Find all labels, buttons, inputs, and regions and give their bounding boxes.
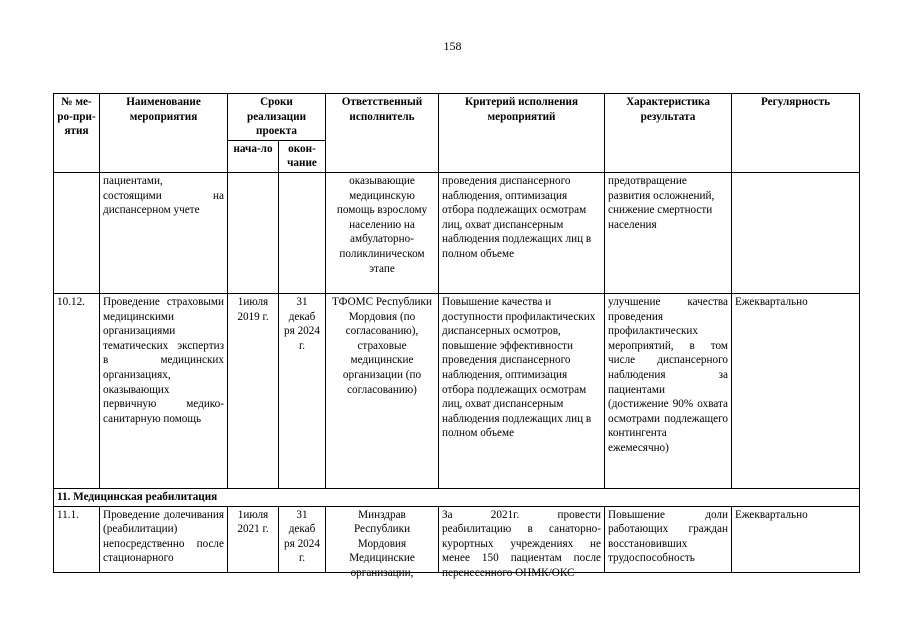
cell-regularity-text: Ежеквартально <box>735 508 808 521</box>
header-end: окон-чание <box>279 140 326 172</box>
cell-criterion: проведения диспансерного наблюдения, оптимизация отбора подлежащих осмотрам лиц, охват диспансерным наблюдения подлежащих лиц в полном объеме <box>439 172 605 293</box>
cell-characteristic <box>605 506 732 572</box>
header-name: Наименование мероприятия <box>100 94 228 173</box>
header-responsible: Ответственный исполнитель <box>326 94 439 173</box>
cell-start <box>228 506 279 572</box>
cell-end-text: 31 декаб ря 2024 г. <box>284 508 320 565</box>
header-characteristic: Характеристика результата <box>605 94 732 173</box>
cell-responsible: ТФОМС Республики Мордовия (по согласованию), страховые медицинские организации (по согласованию) <box>326 293 439 488</box>
section-title: 11. Медицинская реабилитация <box>54 488 860 506</box>
measures-table <box>53 93 860 579</box>
cell-name-text: Проведение долечивания (реабилитации) непосредственно после стационарного <box>103 508 224 565</box>
cell-responsible <box>326 506 439 579</box>
cell-end <box>279 172 326 293</box>
header-num: № ме-ро-при-ятия <box>54 94 100 173</box>
cell-name: пациентами, состоящими на диспансерном учете <box>100 172 228 293</box>
cell-responsible-text: Минздрав Республики Мордовия Медицинские организации, <box>349 508 415 579</box>
cell-num <box>54 172 100 293</box>
table-row <box>54 172 860 293</box>
cell-end <box>279 506 326 572</box>
cell-end: 31 декаб ря 2024 г. <box>279 293 326 488</box>
cell-regularity: Ежеквартально <box>732 293 860 488</box>
cell-criterion-text: За 2021г. провести реабилитацию в санаторно-курортных учреждениях не менее 150 пациентам после перенесенного ОНМК/ОКС <box>442 508 601 579</box>
header-criterion: Критерий исполнения мероприятий <box>439 94 605 173</box>
cell-start-text: 1июля 2021 г. <box>237 508 269 536</box>
cell-start <box>228 172 279 293</box>
table-row <box>54 293 860 488</box>
header-start: нача-ло <box>228 140 279 172</box>
cell-regularity <box>732 172 860 293</box>
cell-responsible: оказывающие медицинскую помощь взрослому населению на амбулаторно-поликлиническом этапе <box>326 172 439 293</box>
header-regularity: Регулярность <box>732 94 860 173</box>
cell-characteristic: улучшение качества проведения профилактических мероприятий, в том числе диспансерного наблюдения за пациентами (достижение 90% охвата осмотрами подлежащего контингента ежемесячно) <box>605 293 732 488</box>
cell-start: 1июля 2019 г. <box>228 293 279 488</box>
header-terms: Сроки реализации проекта <box>228 94 326 141</box>
cell-characteristic: предотвращение развития осложнений, снижение смертности населения <box>605 172 732 293</box>
cell-characteristic-text: Повышение доли работающих граждан восстановивших трудоспособность <box>608 508 728 565</box>
cell-regularity <box>732 506 860 572</box>
cell-name <box>100 506 228 572</box>
cell-num-text: 11.1. <box>57 508 79 521</box>
cell-criterion: Повышение качества и доступности профилактических диспансерных осмотров, повышение эффективности проведения диспансерного наблюдения, оптимизация отбора подлежащих осмотрам лиц, охват диспансерным наблюдения подлежащих лиц в полном объеме <box>439 293 605 488</box>
cell-num: 10.12. <box>54 293 100 488</box>
page-number: 158 <box>443 39 462 53</box>
section-row <box>54 488 860 506</box>
cell-num <box>54 506 100 572</box>
cell-criterion <box>439 506 605 579</box>
cell-name: Проведение страховыми медицинскими организациями тематических экспертиз в медицинских организациях, оказывающих первичную медико-санитарную помощь <box>100 293 228 488</box>
header-row <box>54 94 860 141</box>
table-row <box>54 506 860 572</box>
